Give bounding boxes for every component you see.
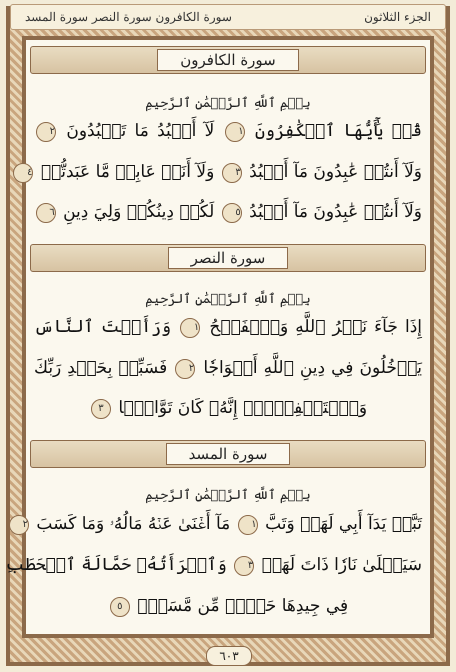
basmala: بِسۡمِ ٱللَّهِ ٱلرَّحۡمَٰنِ ٱلرَّحِيمِ: [145, 96, 311, 111]
verse-text: لَآ أَعۡبُدُ مَا تَعۡبُدُونَ: [66, 121, 215, 141]
ayah-marker: ٣: [91, 399, 111, 419]
verse-text: وَرَأَيۡتَ ٱلنَّاسَ: [34, 317, 172, 337]
ayah-marker: ٤: [13, 163, 33, 183]
surah-title: سورة الكافرون: [157, 49, 299, 71]
verse-text: فِي جِيدِهَا حَبۡلٞ مِّن مَّسَدِۭ: [137, 596, 349, 616]
verse-line: [34, 358, 422, 379]
verse-text: إِذَا جَآءَ نَصۡرُ ٱللَّهِ وَٱلۡفَتۡحُ: [209, 317, 422, 337]
verse-line: [27, 162, 422, 183]
basmala: بِسۡمِ ٱللَّهِ ٱلرَّحۡمَٰنِ ٱلرَّحِيمِ: [145, 488, 311, 503]
verse-text: فَسَبِّحۡ بِحَمۡدِ رَبِّكَ: [34, 358, 168, 378]
verse-text: مَآ أَغۡنَىٰ عَنۡهُ مَالُهُۥ وَمَا كَسَبَ: [36, 514, 231, 534]
ayah-marker: ٢: [9, 515, 29, 535]
page-number: ٦٠٣: [206, 646, 252, 666]
surah-banner-masad: [30, 440, 426, 468]
verse-line: [22, 514, 422, 535]
basmala: بِسۡمِ ٱللَّهِ ٱلرَّحۡمَٰنِ ٱلرَّحِيمِ: [145, 292, 311, 307]
ayah-marker: ٦: [36, 203, 56, 223]
verse-line: [34, 596, 422, 617]
ayah-marker: ٢: [36, 122, 56, 142]
verse-text: وَلَآ أَنَا۠ عَابِدٞ مَّا عَبَدتُّمۡ: [40, 162, 215, 182]
verse-line: [34, 316, 422, 338]
verse-text: وَٱسۡتَغۡفِرۡهُۚ إِنَّهُۥ كَانَ تَوَّابَۢا: [118, 398, 368, 418]
ayah-marker: ٣: [222, 163, 242, 183]
ayah-marker: ١: [225, 122, 245, 142]
surah-banner-nasr: [30, 244, 426, 272]
verse-line: [34, 398, 422, 419]
surah-title: سورة المسد: [166, 443, 291, 465]
verse-text: تَبَّتۡ يَدَآ أَبِي لَهَبٖ وَتَبَّ: [265, 514, 422, 534]
ayah-marker: ١: [238, 515, 258, 535]
verse-line: [34, 202, 422, 223]
verse-text: يَدۡخُلُونَ فِي دِينِ ٱللَّهِ أَفۡوَاجٗا: [203, 358, 423, 378]
surah-banner-kafirun: [30, 46, 426, 74]
verse-text: سَيَصۡلَىٰ نَارٗا ذَاتَ لَهَبٖ: [261, 555, 422, 575]
verse-line: [34, 120, 422, 142]
ayah-marker: ٣: [234, 556, 254, 576]
ayah-marker: ١: [180, 318, 200, 338]
verse-line: [5, 554, 422, 576]
verse-text: وَٱمۡرَأَتُهُۥ حَمَّالَةَ ٱلۡحَطَبِ: [5, 555, 227, 575]
verse-text: وَلَآ أَنتُمۡ عَٰبِدُونَ مَآ أَعۡبُدُ: [249, 162, 422, 182]
verse-text: لَكُمۡ دِينُكُمۡ وَلِيَ دِينِ: [63, 202, 215, 222]
header-surahs: سورة الكافرون سورة النصر سورة المسد: [25, 10, 232, 24]
verse-text: قُلۡ يَٰٓأَيُّهَا ٱلۡكَٰفِرُونَ: [255, 121, 423, 141]
verse-text: وَلَآ أَنتُمۡ عَٰبِدُونَ مَآ أَعۡبُدُ: [249, 202, 422, 222]
ayah-marker: ٥: [222, 203, 242, 223]
header-juz: الجزء الثلاثون: [364, 10, 431, 24]
page-header: [10, 4, 446, 30]
ayah-marker: ٢: [175, 359, 195, 379]
ayah-marker: ٥: [110, 597, 130, 617]
surah-title: سورة النصر: [168, 247, 289, 269]
